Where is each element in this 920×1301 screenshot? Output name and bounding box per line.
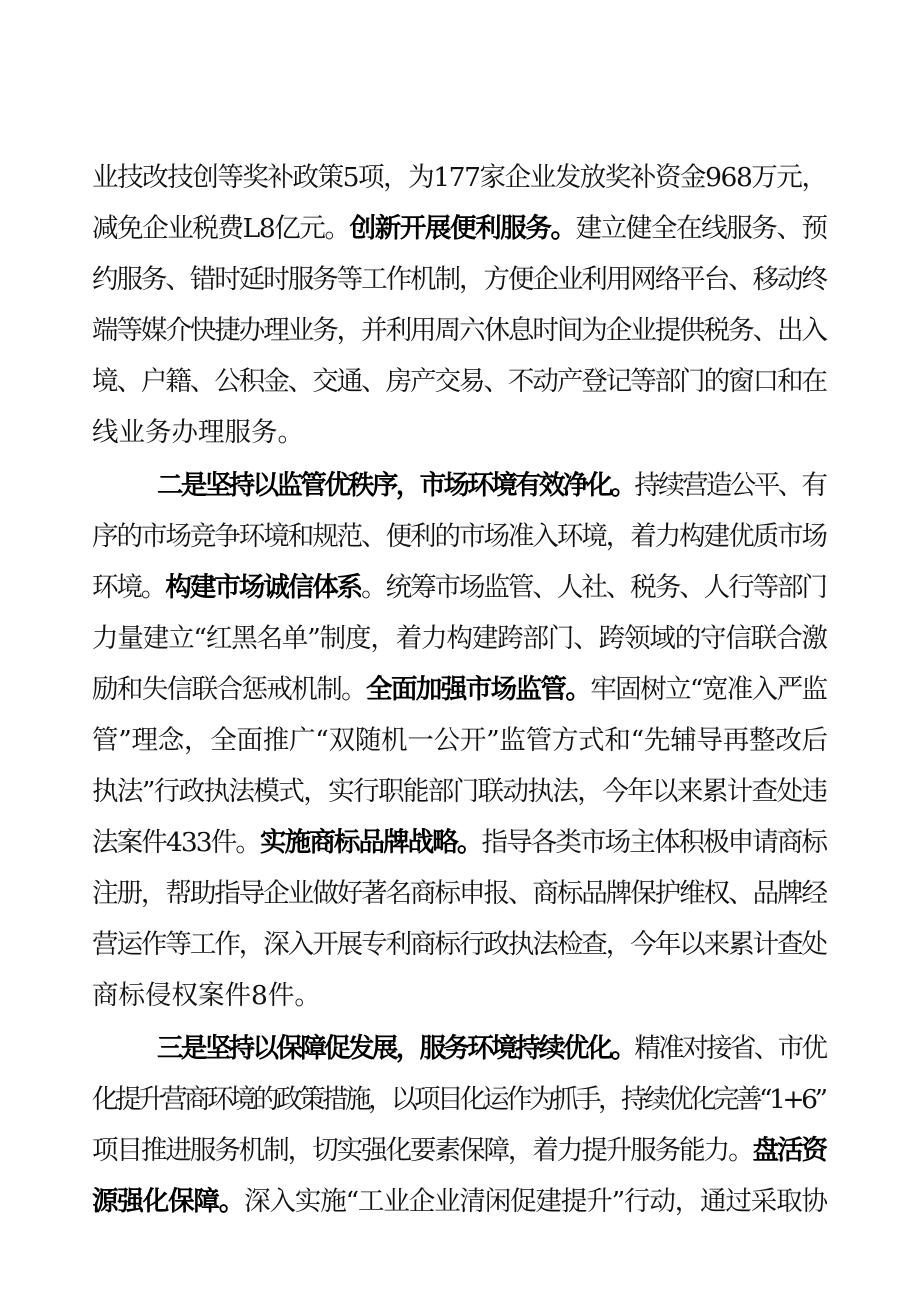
bold-heading-run: 全面加强市场监管。 [366,674,591,705]
bold-heading-run: 二是坚持以监管优秩序，市场环境有效净化。 [157,470,635,501]
text-line [0,203,920,255]
text-line [0,613,920,665]
text-line [0,817,920,869]
text-line [0,715,920,767]
text-line [0,664,920,716]
text-line [0,254,920,306]
text-run: 约服务、错时延时服务等工作机制，方便企业利用网络平台、移动终 [92,264,826,295]
text-run: 端等媒介快捷办理业务，并利用周六休息时间为企业提供税务、出入 [92,315,826,346]
text-run: 减免企业税费L8亿元。 [92,213,350,244]
text-run: 业技改技创等奖补政策5项，为177家企业发放奖补资金968万元， [92,162,827,193]
line-text [92,1074,825,1126]
line-text [92,715,828,767]
text-run: 深入实施“工业企业清闲促建提升”行动，通过采取协 [244,1186,827,1217]
bold-heading-run: 盘活资 [752,1135,826,1166]
line-text [92,1176,827,1228]
text-run: 。统筹市场监管、人社、税务、人行等部门 [361,572,826,603]
text-line [0,305,920,357]
bold-heading-run: 实施商标品牌战略。 [260,827,482,858]
text-run: 持续营造公平、有 [634,470,826,501]
text-line [0,766,920,818]
line-text [92,511,826,563]
text-run: 管”理念，全面推广“双随机一公开”监管方式和“先辅导再整改后 [92,725,828,756]
text-line [0,152,920,204]
bold-heading-run: 三是坚持以保障促发展，服务环境持续优化。 [157,1033,635,1064]
line-text [157,460,825,512]
line-text [92,664,826,716]
line-text [92,305,826,357]
text-run: 建立健全在线服务、预 [575,213,827,244]
line-text [157,1023,825,1075]
text-line [0,1074,920,1126]
line-text [92,152,827,204]
text-line [0,511,920,563]
text-line [0,1176,920,1228]
text-run: 注册，帮助指导企业做好著名商标申报、商标品牌保护维权、品牌经 [92,878,826,909]
text-line [0,970,920,1022]
text-run: 线业务办理服务。 [92,417,304,448]
text-run: 法案件433件。 [92,827,260,858]
text-run: 精准对接省、市优 [634,1033,826,1064]
text-run: 环境。 [92,572,166,603]
bold-heading-run: 源强化保障。 [92,1186,245,1217]
text-run: 指导各类市场主体积极申请商标 [481,827,827,858]
text-run: 商标侵权案件8件。 [92,980,321,1011]
text-line [0,868,920,920]
line-text [92,613,827,665]
text-line [0,1023,920,1075]
text-run: 执法”行政执法模式，实行职能部门联动执法，今年以来累计查处违 [92,776,827,807]
line-text [92,919,826,971]
text-run: 序的市场竞争环境和规范、便利的市场准入环境，着力构建优质市场 [92,521,826,552]
text-line [0,460,920,512]
line-text [92,562,826,614]
text-run: 励和失信联合惩戒机制。 [92,674,367,705]
line-text [92,766,826,818]
text-line [0,919,920,971]
text-run: 项目推进服务机制，切实强化要素保障，着力提升服务能力。 [92,1135,753,1166]
line-text [92,356,826,408]
line-text [92,254,826,306]
bold-heading-run: 创新开展便利服务。 [349,213,576,244]
text-run: 牢固树立“宽准入严监 [590,674,827,705]
line-text [92,407,304,459]
line-text [92,1125,826,1177]
line-text [92,970,321,1022]
text-line [0,562,920,614]
text-run: 力量建立“红黑名单”制度，着力构建跨部门、跨领域的守信联合激 [92,623,827,654]
line-text [92,817,826,869]
text-line [0,1125,920,1177]
line-text [92,868,826,920]
text-run: 营运作等工作，深入开展专利商标行政执法检查，今年以来累计查处 [92,929,826,960]
text-run: 化提升营商环境的政策措施，以项目化运作为抓手，持续优化完善“1+6” [92,1084,825,1115]
line-text [92,203,827,255]
bold-heading-run: 构建市场诚信体系 [165,572,362,603]
text-run: 境、户籍、公积金、交通、房产交易、不动产登记等部门的窗口和在 [92,366,826,397]
text-line [0,407,920,459]
text-line [0,356,920,408]
